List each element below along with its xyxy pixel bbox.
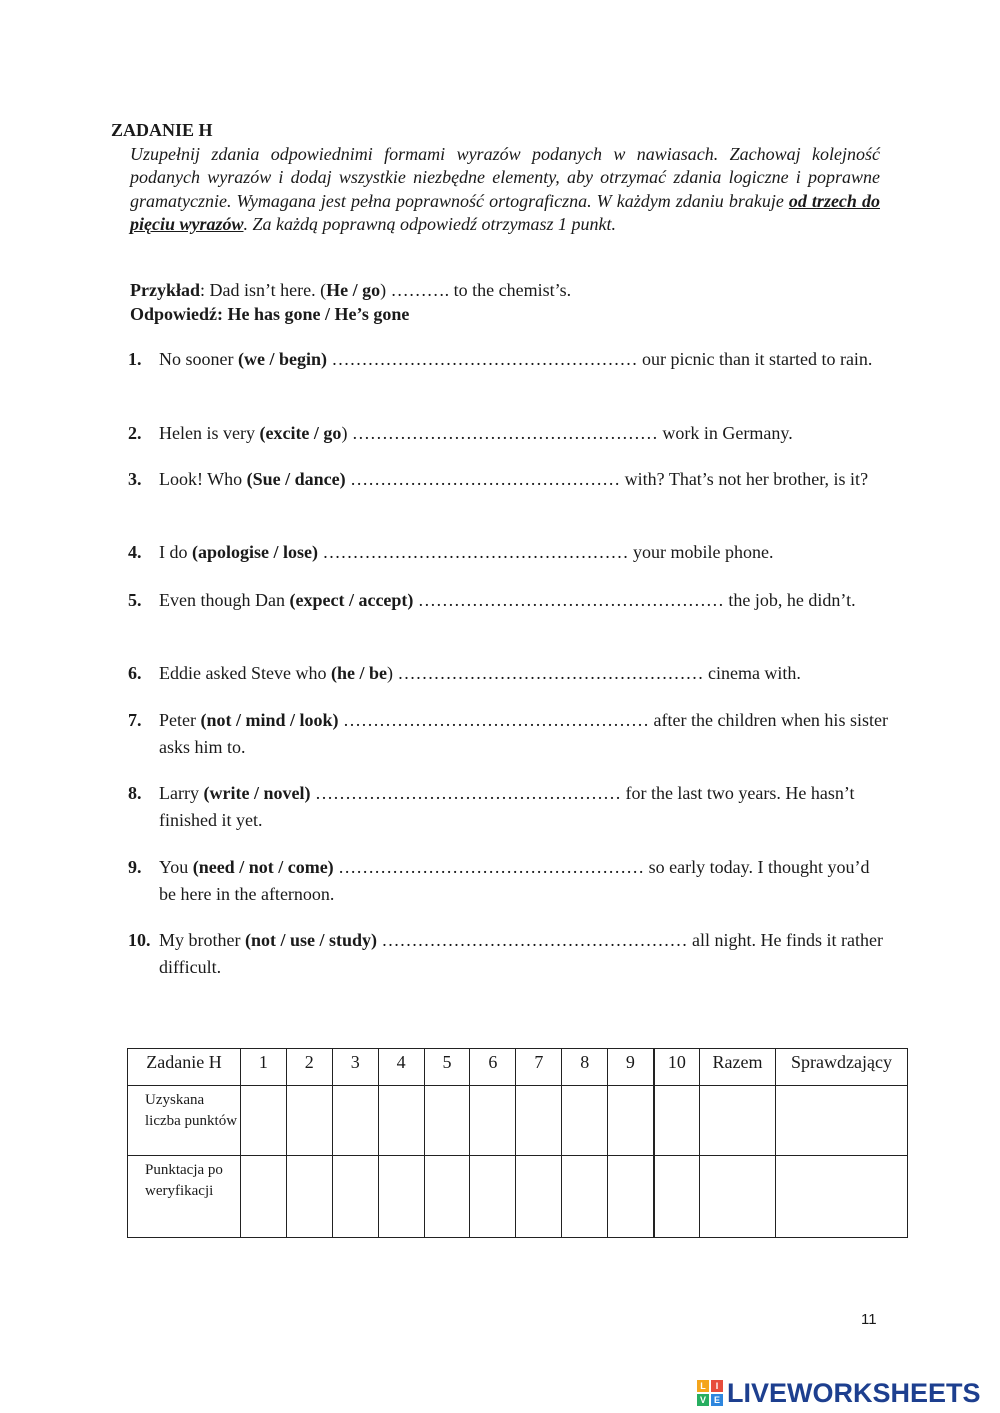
header-cell: 5	[424, 1049, 470, 1086]
item-words: (excite / go	[259, 423, 342, 443]
item-words: (he / be	[330, 663, 387, 683]
exercise-item-10	[128, 927, 888, 981]
logo-mark-letter: L	[697, 1380, 709, 1392]
header-cell: 9	[608, 1049, 654, 1086]
item-number: 6.	[128, 663, 142, 683]
score-cell[interactable]	[240, 1086, 286, 1156]
score-cell[interactable]	[286, 1156, 332, 1238]
item-text-post: …………………………………………… your mobile phone.	[318, 542, 774, 562]
row-label-verified: Punktacja po weryfikacji	[128, 1156, 241, 1238]
score-cell[interactable]	[700, 1086, 776, 1156]
header-cell: Sprawdzający	[775, 1049, 907, 1086]
item-number: 3.	[128, 469, 142, 489]
score-row-points	[128, 1086, 908, 1156]
item-text-post: ) …………………………………………… cinema with.	[386, 663, 801, 683]
score-row-verified	[128, 1156, 908, 1238]
item-text-pre: No sooner	[159, 349, 238, 369]
item-number: 4.	[128, 542, 142, 562]
header-cell: 8	[562, 1049, 608, 1086]
score-cell[interactable]	[332, 1086, 378, 1156]
exercise-item-1	[128, 346, 888, 373]
item-text-pre: Look! Who	[159, 469, 247, 489]
item-text-post: ……………………………………… with? That’s not her brother, is it?	[345, 469, 869, 489]
score-cell[interactable]	[470, 1086, 516, 1156]
example-words: He / go	[326, 280, 381, 300]
header-cell: Razem	[700, 1049, 776, 1086]
item-words: (apologise / lose)	[192, 542, 318, 562]
header-cell: Zadanie H	[128, 1049, 241, 1086]
score-cell[interactable]	[654, 1086, 700, 1156]
score-cell[interactable]	[608, 1086, 654, 1156]
item-words: (we / begin)	[238, 349, 327, 369]
score-table-header	[128, 1049, 908, 1086]
item-number: 1.	[128, 349, 142, 369]
liveworksheets-logo[interactable]	[697, 1378, 981, 1408]
header-cell: 1	[240, 1049, 286, 1086]
score-cell[interactable]	[516, 1156, 562, 1238]
score-cell[interactable]	[378, 1086, 424, 1156]
score-cell[interactable]	[608, 1156, 654, 1238]
header-cell: 3	[332, 1049, 378, 1086]
example-label: Przykład	[130, 280, 200, 300]
page-number: 11	[861, 1311, 877, 1328]
item-text-post: …………………………………………… for the last two years. He hasn’t finished it yet.	[159, 783, 855, 830]
score-cell[interactable]	[424, 1086, 470, 1156]
item-text-post: …………………………………………… all night. He finds it rather difficult.	[159, 930, 883, 977]
item-words: (not / use / study)	[244, 930, 378, 950]
item-number: 5.	[128, 590, 142, 610]
logo-mark-letter: V	[697, 1394, 709, 1406]
score-cell[interactable]	[516, 1086, 562, 1156]
logo-mark-icon	[697, 1380, 723, 1406]
score-cell[interactable]	[240, 1156, 286, 1238]
instruction-text-1: Uzupełnij zdania odpowiednimi formami wyrazów podanych w nawiasach. Zachowaj kolejność podanych wyrazów i dodaj wszystkie niezbędne elementy, aby otrzymać zdania logiczne i poprawne gramatycznie. Wymagana jest pełna poprawność ortograficzna. W każdym zdaniu brakuje	[130, 144, 880, 211]
exercise-item-6	[128, 660, 888, 687]
logo-text: LIVEWORKSHEETS	[727, 1377, 981, 1408]
exercise-item-8	[128, 780, 888, 834]
item-words: (expect / accept)	[289, 590, 414, 610]
item-text-pre: Helen is very	[159, 423, 260, 443]
item-text-pre: Peter	[159, 710, 201, 730]
instruction-text-2: . Za każdą poprawną odpowiedź otrzymasz 1 punkt.	[243, 213, 617, 234]
item-text-post: ) …………………………………………… work in Germany.	[341, 423, 793, 443]
item-text-pre: Even though Dan	[159, 590, 290, 610]
example-before: : Dad isn’t here. (	[200, 280, 327, 300]
example-answer: Odpowiedź: He has gone / He’s gone	[130, 304, 410, 324]
item-text-post: …………………………………………… the job, he didn’t.	[413, 590, 856, 610]
score-cell[interactable]	[775, 1156, 907, 1238]
item-text-pre: You	[159, 857, 193, 877]
header-cell: 2	[286, 1049, 332, 1086]
item-words: (not / mind / look)	[200, 710, 339, 730]
score-cell[interactable]	[286, 1086, 332, 1156]
item-words: (need / not / come)	[192, 857, 334, 877]
item-number: 7.	[128, 710, 142, 730]
instruction-emphasis: od trzech do pięciu wyrazów	[130, 190, 880, 234]
item-text-pre: My brother	[159, 930, 245, 950]
item-text-post: …………………………………………… after the children when his sister asks him to.	[159, 710, 888, 757]
exercise-item-3	[128, 466, 888, 493]
item-number: 10.	[128, 930, 151, 950]
score-cell[interactable]	[654, 1156, 700, 1238]
item-text-post: …………………………………………… our picnic than it started to rain.	[327, 349, 873, 369]
logo-mark-letter: I	[711, 1380, 723, 1392]
header-cell: 10	[654, 1049, 700, 1086]
score-cell[interactable]	[470, 1156, 516, 1238]
header-cell: 4	[378, 1049, 424, 1086]
exercise-item-2	[128, 420, 888, 447]
score-cell[interactable]	[775, 1086, 907, 1156]
example-after: ) ………. to the chemist’s.	[380, 280, 572, 300]
exercise-item-5	[128, 587, 888, 614]
score-table	[127, 1048, 908, 1238]
score-cell[interactable]	[700, 1156, 776, 1238]
item-number: 8.	[128, 783, 142, 803]
item-number: 9.	[128, 857, 142, 877]
task-instruction	[130, 143, 880, 236]
item-words: (Sue / dance)	[246, 469, 346, 489]
item-text-pre: Larry	[159, 783, 204, 803]
item-words: (write / novel)	[203, 783, 311, 803]
row-label-points: Uzyskana liczba punktów	[128, 1086, 241, 1156]
logo-mark-letter: E	[711, 1394, 723, 1406]
exercise-item-4	[128, 539, 888, 566]
score-cell[interactable]	[378, 1156, 424, 1238]
score-cell[interactable]	[424, 1156, 470, 1238]
score-cell[interactable]	[332, 1156, 378, 1238]
task-title: ZADANIE H	[111, 120, 213, 140]
score-cell[interactable]	[562, 1156, 608, 1238]
item-text-pre: I do	[159, 542, 192, 562]
score-cell[interactable]	[562, 1086, 608, 1156]
example-line	[130, 278, 571, 302]
item-text-post: …………………………………………… so early today. I thought you’d be here in the afternoon.	[159, 857, 870, 904]
item-text-pre: Eddie asked Steve who	[159, 663, 331, 683]
exercise-item-9	[128, 854, 888, 908]
header-cell: 6	[470, 1049, 516, 1086]
example-block	[130, 278, 571, 326]
header-cell: 7	[516, 1049, 562, 1086]
exercise-item-7	[128, 707, 888, 761]
item-number: 2.	[128, 423, 142, 443]
